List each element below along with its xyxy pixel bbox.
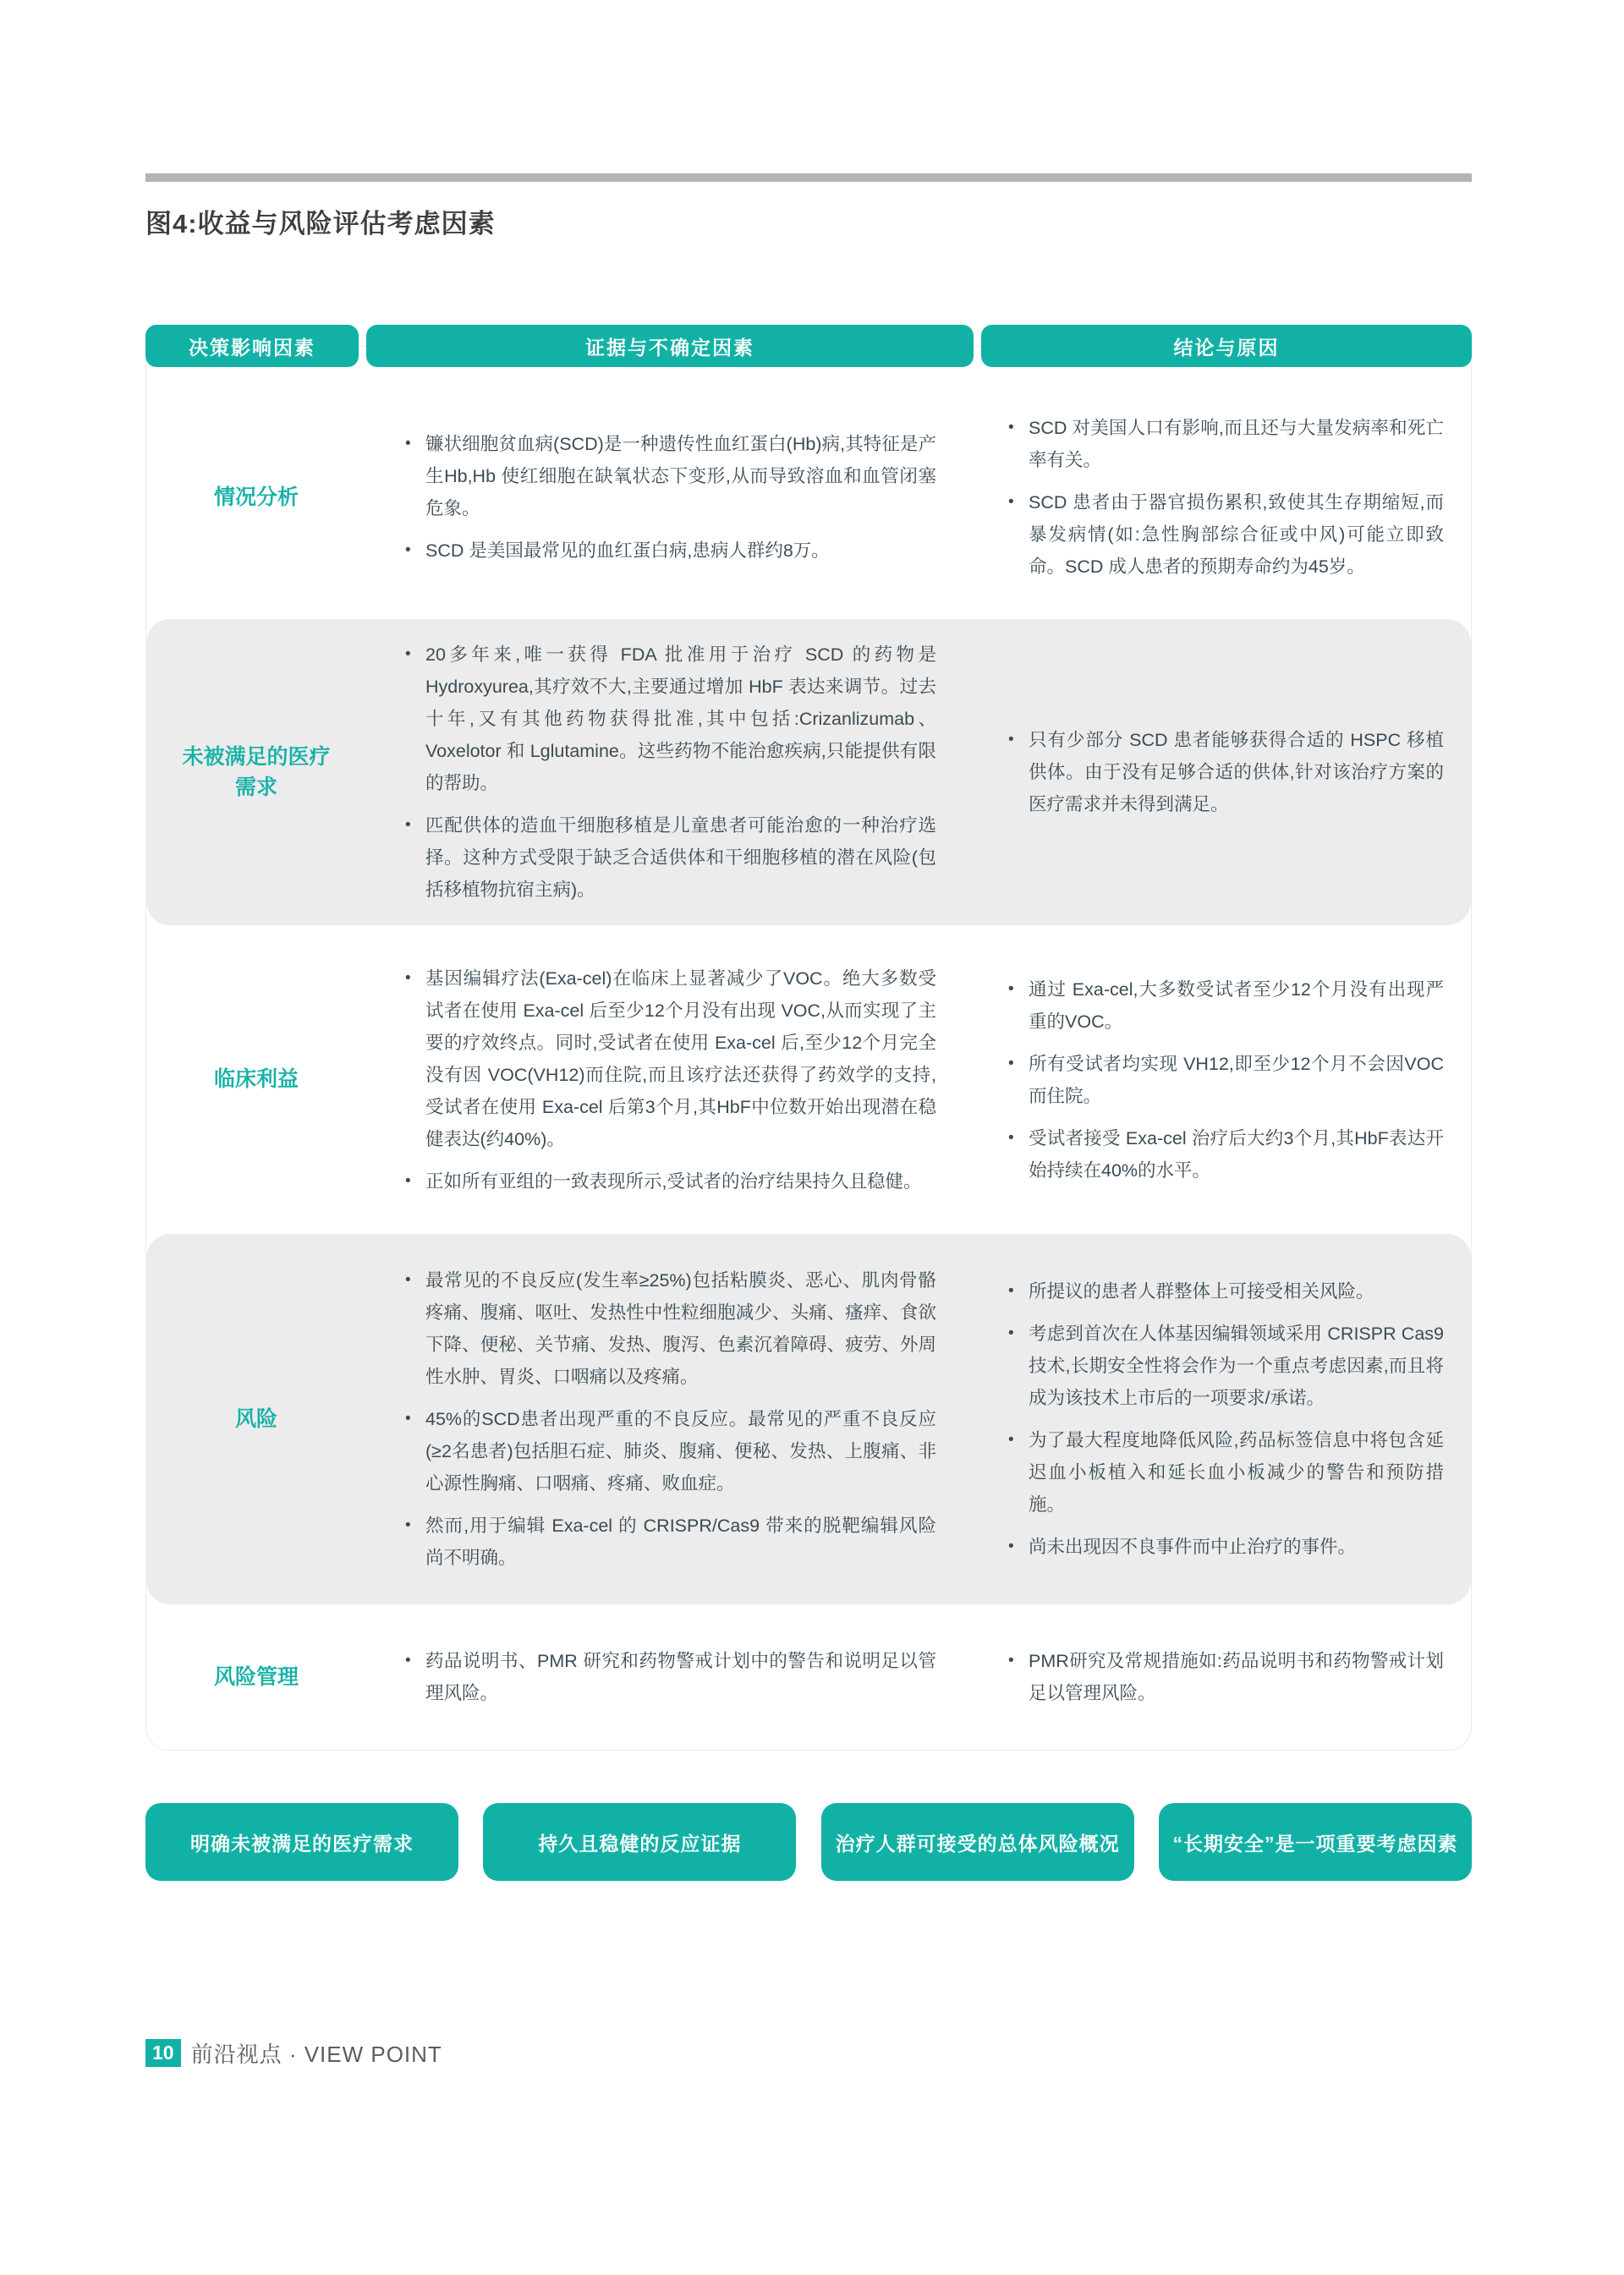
row-factor-label: 风险管理	[213, 1664, 299, 1689]
row-evidence-cell	[366, 1628, 974, 1726]
bullet-item: • 受试者接受 Exa-cel 治疗后大约3个月,其HbF表达开始持续在40%的水平。	[1006, 1122, 1444, 1187]
table-header-row	[145, 325, 1472, 367]
takeaway-banner-row	[145, 1803, 1472, 1881]
row-evidence-cell	[366, 622, 974, 923]
row-conclusion-cell	[974, 395, 1471, 600]
bullet-item: • 为了最大程度地降低风险,药品标签信息中将包含延迟血小板植入和延长血小板减少的警告和预防措施。	[1006, 1424, 1444, 1521]
bullet-item: • 20多年来,唯一获得 FDA 批准用于治疗 SCD 的药物是 Hydroxyurea,其疗效不大,主要通过增加 HbF 表达来调节。过去十年,又有其他药物获得批准,其中包括:Crizanlizumab、Voxelotor 和 Lglutamine。这些药物不能治愈疾病,只能提供有限的帮助。	[403, 639, 936, 799]
row-conclusion-cell	[974, 707, 1471, 837]
row-evidence-cell	[366, 1247, 974, 1591]
row-evidence-cell	[366, 946, 974, 1214]
footer-title: 前沿视点 · VIEW POINT	[190, 2042, 442, 2067]
row-factor-label: 情况分析	[213, 485, 299, 509]
bullet-item: • 药品说明书、PMR 研究和药物警戒计划中的警告和说明足以管理风险。	[403, 1645, 936, 1709]
table-row-clinical-benefit	[146, 925, 1471, 1234]
bullet-item: • SCD 对美国人口有影响,而且还与大量发病率和死亡率有关。	[1006, 412, 1444, 476]
row-conclusion-cell	[974, 1628, 1471, 1726]
benefit-risk-table	[145, 325, 1472, 1751]
table-row-situation-analysis	[146, 376, 1471, 619]
bullet-item: • 尚未出现因不良事件而中止治疗的事件。	[1006, 1531, 1444, 1563]
page-number-badge: 10	[145, 2039, 181, 2068]
bullet-item: • 匹配供体的造血干细胞移植是儿童患者可能治愈的一种治疗选择。这种方式受限于缺乏合适供体和干细胞移植的潜在风险(包括移植物抗宿主病)。	[403, 809, 936, 906]
bullet-item: • 通过 Exa-cel,大多数受试者至少12个月没有出现严重的VOC。	[1006, 973, 1444, 1038]
top-divider-rule	[145, 173, 1472, 182]
bullet-item: • 镰状细胞贫血病(SCD)是一种遗传性血红蛋白(Hb)病,其特征是产生Hb,Hb 使红细胞在缺氧状态下变形,从而导致溶血和血管闭塞危象。	[403, 428, 936, 524]
row-factor-label: 未被满足的医疗需求	[182, 744, 331, 799]
bullet-item: • 正如所有亚组的一致表现所示,受试者的治疗结果持久且稳健。	[403, 1165, 936, 1198]
takeaway-durable-response: 持久且稳健的反应证据	[483, 1803, 796, 1881]
table-row-risk	[146, 1234, 1471, 1604]
bullet-item: • 基因编辑疗法(Exa-cel)在临床上显著减少了VOC。绝大多数受试者在使用 Exa-cel 后至少12个月没有出现 VOC,从而实现了主要的疗效终点。同时,受试者在使用 Exa-cel 后,至少12个月完全没有因 VOC(VH12)而住院,而且该疗法还获得了药效学的支持,受试者在使用 Exa-cel 后第3个月,其HbF中位数开始出现潜在稳健表达(约40%)。	[403, 962, 936, 1155]
bullet-item: • 所有受试者均实现 VH12,即至少12个月不会因VOC而住院。	[1006, 1048, 1444, 1112]
header-evidence-uncertainty: 证据与不确定因素	[366, 325, 974, 367]
header-decision-factors: 决策影响因素	[145, 325, 359, 367]
bullet-item: • PMR研究及常规措施如:药品说明书和药物警戒计划足以管理风险。	[1006, 1645, 1444, 1709]
figure-title: 图4:收益与风险评估考虑因素	[145, 209, 496, 238]
bullet-item: • SCD 患者由于器官损伤累积,致使其生存期缩短,而暴发病情(如:急性胸部综合征或中风)可能立即致命。SCD 成人患者的预期寿命约为45岁。	[1006, 486, 1444, 583]
table-row-risk-management	[146, 1604, 1471, 1750]
bullet-item: • 考虑到首次在人体基因编辑领域采用 CRISPR Cas9 技术,长期安全性将会作为一个重点考虑因素,而且将成为该技术上市后的一项要求/承诺。	[1006, 1318, 1444, 1414]
row-conclusion-cell	[974, 1258, 1471, 1580]
row-conclusion-cell	[974, 957, 1471, 1203]
bullet-item: • 所提议的患者人群整体上可接受相关风险。	[1006, 1275, 1444, 1307]
page-footer	[145, 2037, 1472, 2069]
bullet-item: • 只有少部分 SCD 患者能够获得合适的 HSPC 移植供体。由于没有足够合适的供体,针对该治疗方案的医疗需求并未得到满足。	[1006, 724, 1444, 820]
table-body-card	[145, 346, 1472, 1751]
bullet-item: • 最常见的不良反应(发生率≥25%)包括粘膜炎、恶心、肌肉骨骼疼痛、腹痛、呕吐、发热性中性粒细胞减少、头痛、瘙痒、食欲下降、便秘、关节痛、发热、腹泻、色素沉着障碍、疲劳、外周性水肿、胃炎、口咽痛以及疼痛。	[403, 1264, 936, 1393]
header-conclusion-reason: 结论与原因	[981, 325, 1472, 367]
bullet-item: • 45%的SCD患者出现严重的不良反应。最常见的严重不良反应(≥2名患者)包括胆石症、肺炎、腹痛、便秘、发热、上腹痛、非心源性胸痛、口咽痛、疼痛、败血症。	[403, 1403, 936, 1499]
table-row-unmet-medical-need	[146, 619, 1471, 925]
row-factor-label: 临床利益	[213, 1067, 299, 1092]
bullet-item: • 然而,用于编辑 Exa-cel 的 CRISPR/Cas9 带来的脱靶编辑风险尚不明确。	[403, 1510, 936, 1574]
page-content	[145, 173, 1472, 2069]
takeaway-unmet-medical-need: 明确未被满足的医疗需求	[145, 1803, 458, 1881]
takeaway-long-term-safety: “长期安全”是一项重要考虑因素	[1159, 1803, 1472, 1881]
bullet-item: • SCD 是美国最常见的血红蛋白病,患病人群约8万。	[403, 534, 936, 567]
takeaway-acceptable-risk-profile: 治疗人群可接受的总体风险概况	[821, 1803, 1134, 1881]
row-evidence-cell	[366, 411, 974, 584]
row-factor-label: 风险	[234, 1406, 277, 1431]
